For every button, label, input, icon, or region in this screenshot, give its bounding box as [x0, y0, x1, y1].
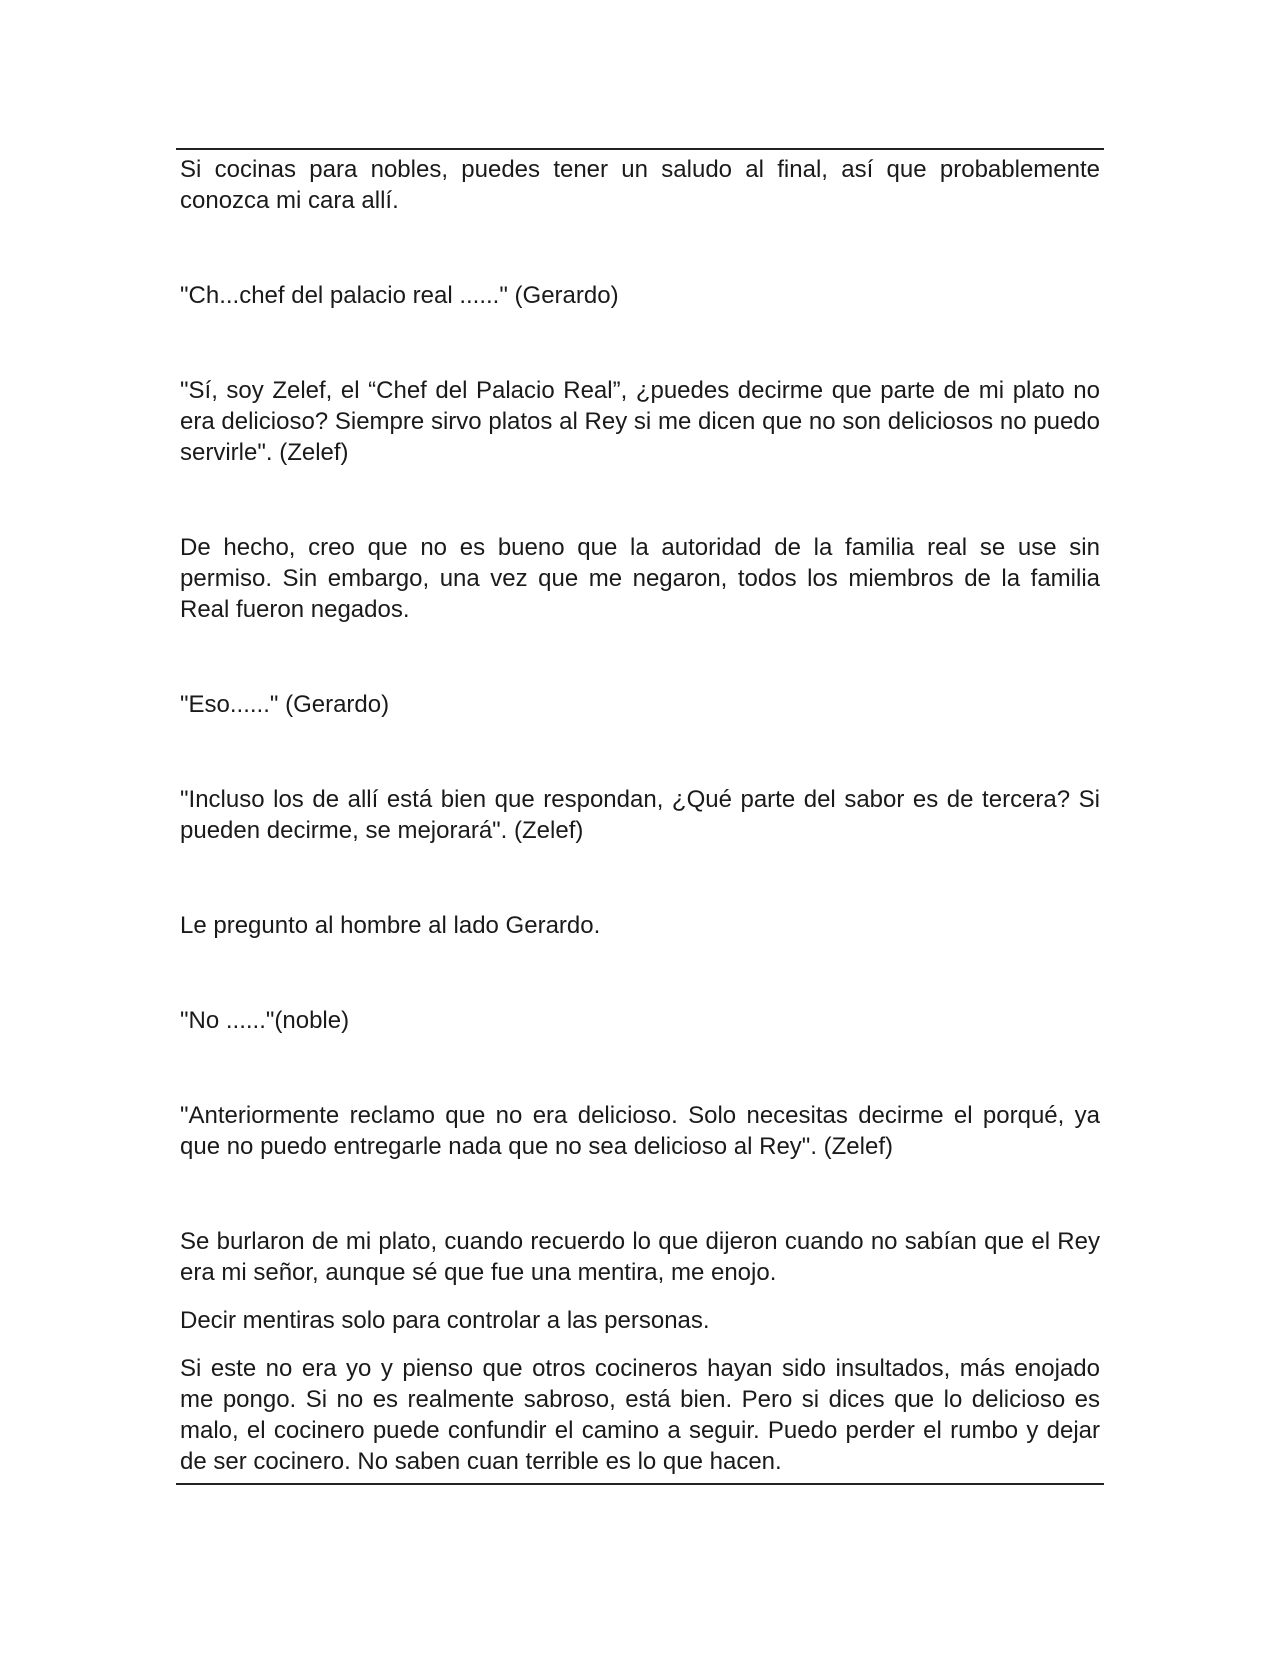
paragraph: "Incluso los de allí está bien que respondan, ¿Qué parte del sabor es de tercera? Si pueden decirme, se mejorará". (Zelef): [180, 786, 1100, 844]
paragraph: Si cocinas para nobles, puedes tener un saludo al final, así que probablemente conozca mi cara allí.: [180, 156, 1100, 214]
document-body: [176, 150, 1104, 1477]
paragraph: Se burlaron de mi plato, cuando recuerdo lo que dijeron cuando no sabían que el Rey era mi señor, aunque sé que fue una mentira, me enojo.: [180, 1228, 1100, 1286]
bottom-rule: [176, 1483, 1104, 1485]
paragraph: "Anteriormente reclamo que no era delicioso. Solo necesitas decirme el porqué, ya que no puedo entregarle nada que no sea delicioso al Rey". (Zelef): [180, 1102, 1100, 1160]
paragraph: "Sí, soy Zelef, el “Chef del Palacio Real”, ¿puedes decirme que parte de mi plato no era delicioso? Siempre sirvo platos al Rey si me dicen que no son deliciosos no puedo servirle". (Zelef): [180, 377, 1100, 466]
paragraph: "Ch...chef del palacio real ......" (Gerardo): [180, 282, 619, 309]
paragraph: Decir mentiras solo para controlar a las personas.: [180, 1307, 710, 1334]
paragraph: "No ......"(noble): [180, 1007, 350, 1034]
paragraph: Le pregunto al hombre al lado Gerardo.: [180, 912, 601, 939]
document-page: [176, 148, 1104, 1485]
paragraph: "Eso......" (Gerardo): [180, 691, 390, 718]
paragraph: Si este no era yo y pienso que otros cocineros hayan sido insultados, más enojado me pongo. Si no es realmente sabroso, está bien. Pero si dices que lo delicioso es malo, el cocinero puede confundir el camino a seguir. Puedo perder el rumbo y dejar de ser cocinero. No saben cuan terrible es lo que hacen.: [180, 1355, 1100, 1475]
paragraph: De hecho, creo que no es bueno que la autoridad de la familia real se use sin permiso. Sin embargo, una vez que me negaron, todos los miembros de la familia Real fueron negados.: [180, 534, 1100, 623]
